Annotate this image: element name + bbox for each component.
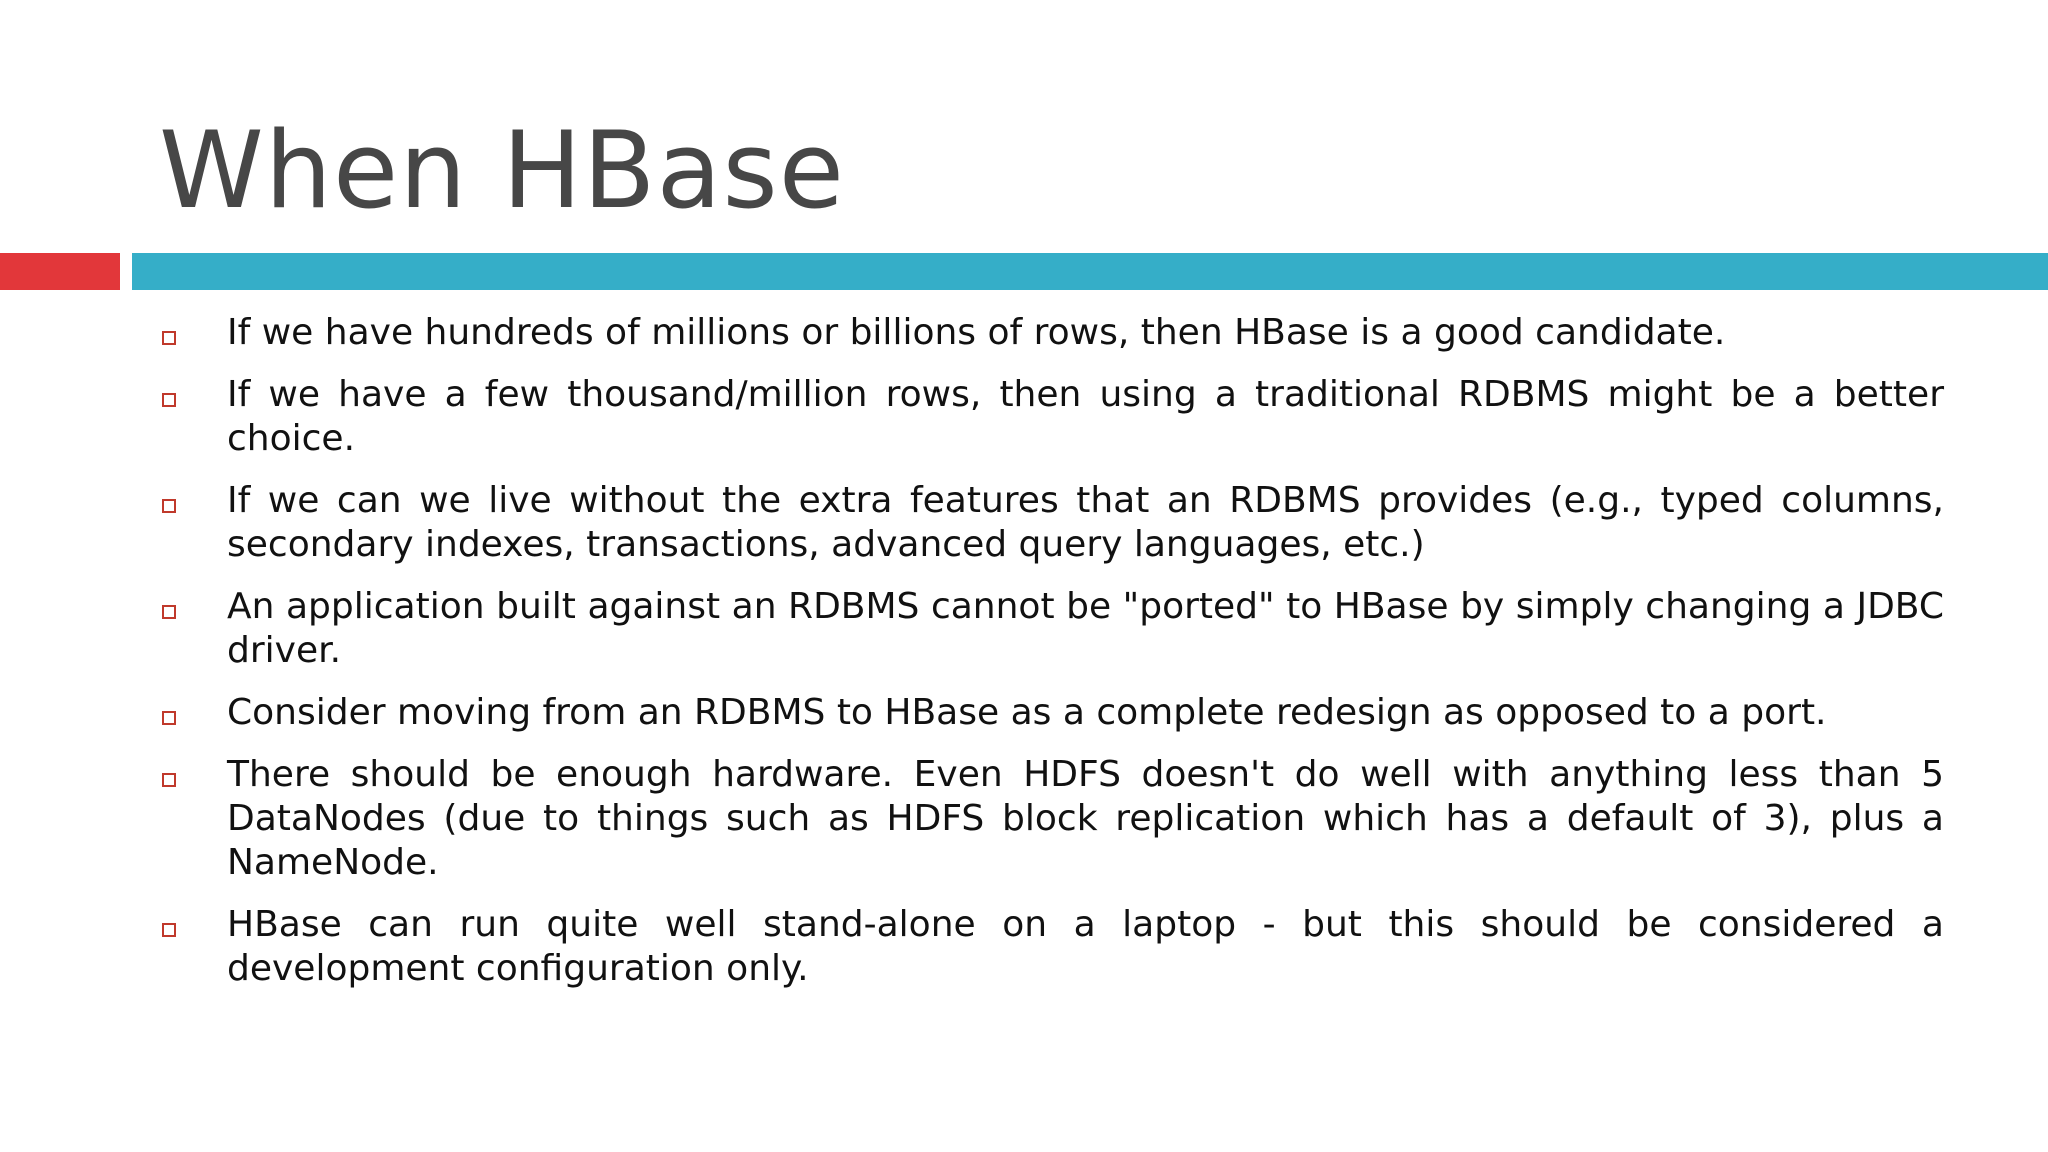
square-bullet-icon [162,605,176,619]
bullet-list [158,311,1944,1009]
slide-title: When HBase [159,109,845,232]
bullet-item [158,479,1944,567]
square-bullet-icon [162,773,176,787]
bullet-text: If we have a few thousand/million rows, then using a traditional RDBMS might be a better choice. [227,374,1944,459]
bullet-text: An application built against an RDBMS cannot be "ported" to HBase by simply changing a JDBC driver. [227,586,1944,671]
accent-bar-teal [132,253,2048,290]
bullet-text: Consider moving from an RDBMS to HBase as a complete redesign as opposed to a port. [227,692,1827,733]
square-bullet-icon [162,923,176,937]
square-bullet-icon [162,499,176,513]
bullet-item [158,691,1944,735]
bullet-item [158,903,1944,991]
bullet-item [158,753,1944,885]
bullet-text: If we have hundreds of millions or billions of rows, then HBase is a good candidate. [227,312,1726,353]
bullet-text: HBase can run quite well stand-alone on a laptop - but this should be considered a development configuration only. [227,904,1944,989]
square-bullet-icon [162,711,176,725]
accent-bar-red [0,253,120,290]
bullet-item [158,373,1944,461]
square-bullet-icon [162,393,176,407]
bullet-item [158,585,1944,673]
bullet-text: There should be enough hardware. Even HDFS doesn't do well with anything less than 5 DataNodes (due to things such as HDFS block replication which has a default of 3), plus a NameNode. [227,754,1944,883]
square-bullet-icon [162,331,176,345]
bullet-item [158,311,1944,355]
bullet-text: If we can we live without the extra features that an RDBMS provides (e.g., typed columns, secondary indexes, transactions, advanced query languages, etc.) [227,480,1944,565]
